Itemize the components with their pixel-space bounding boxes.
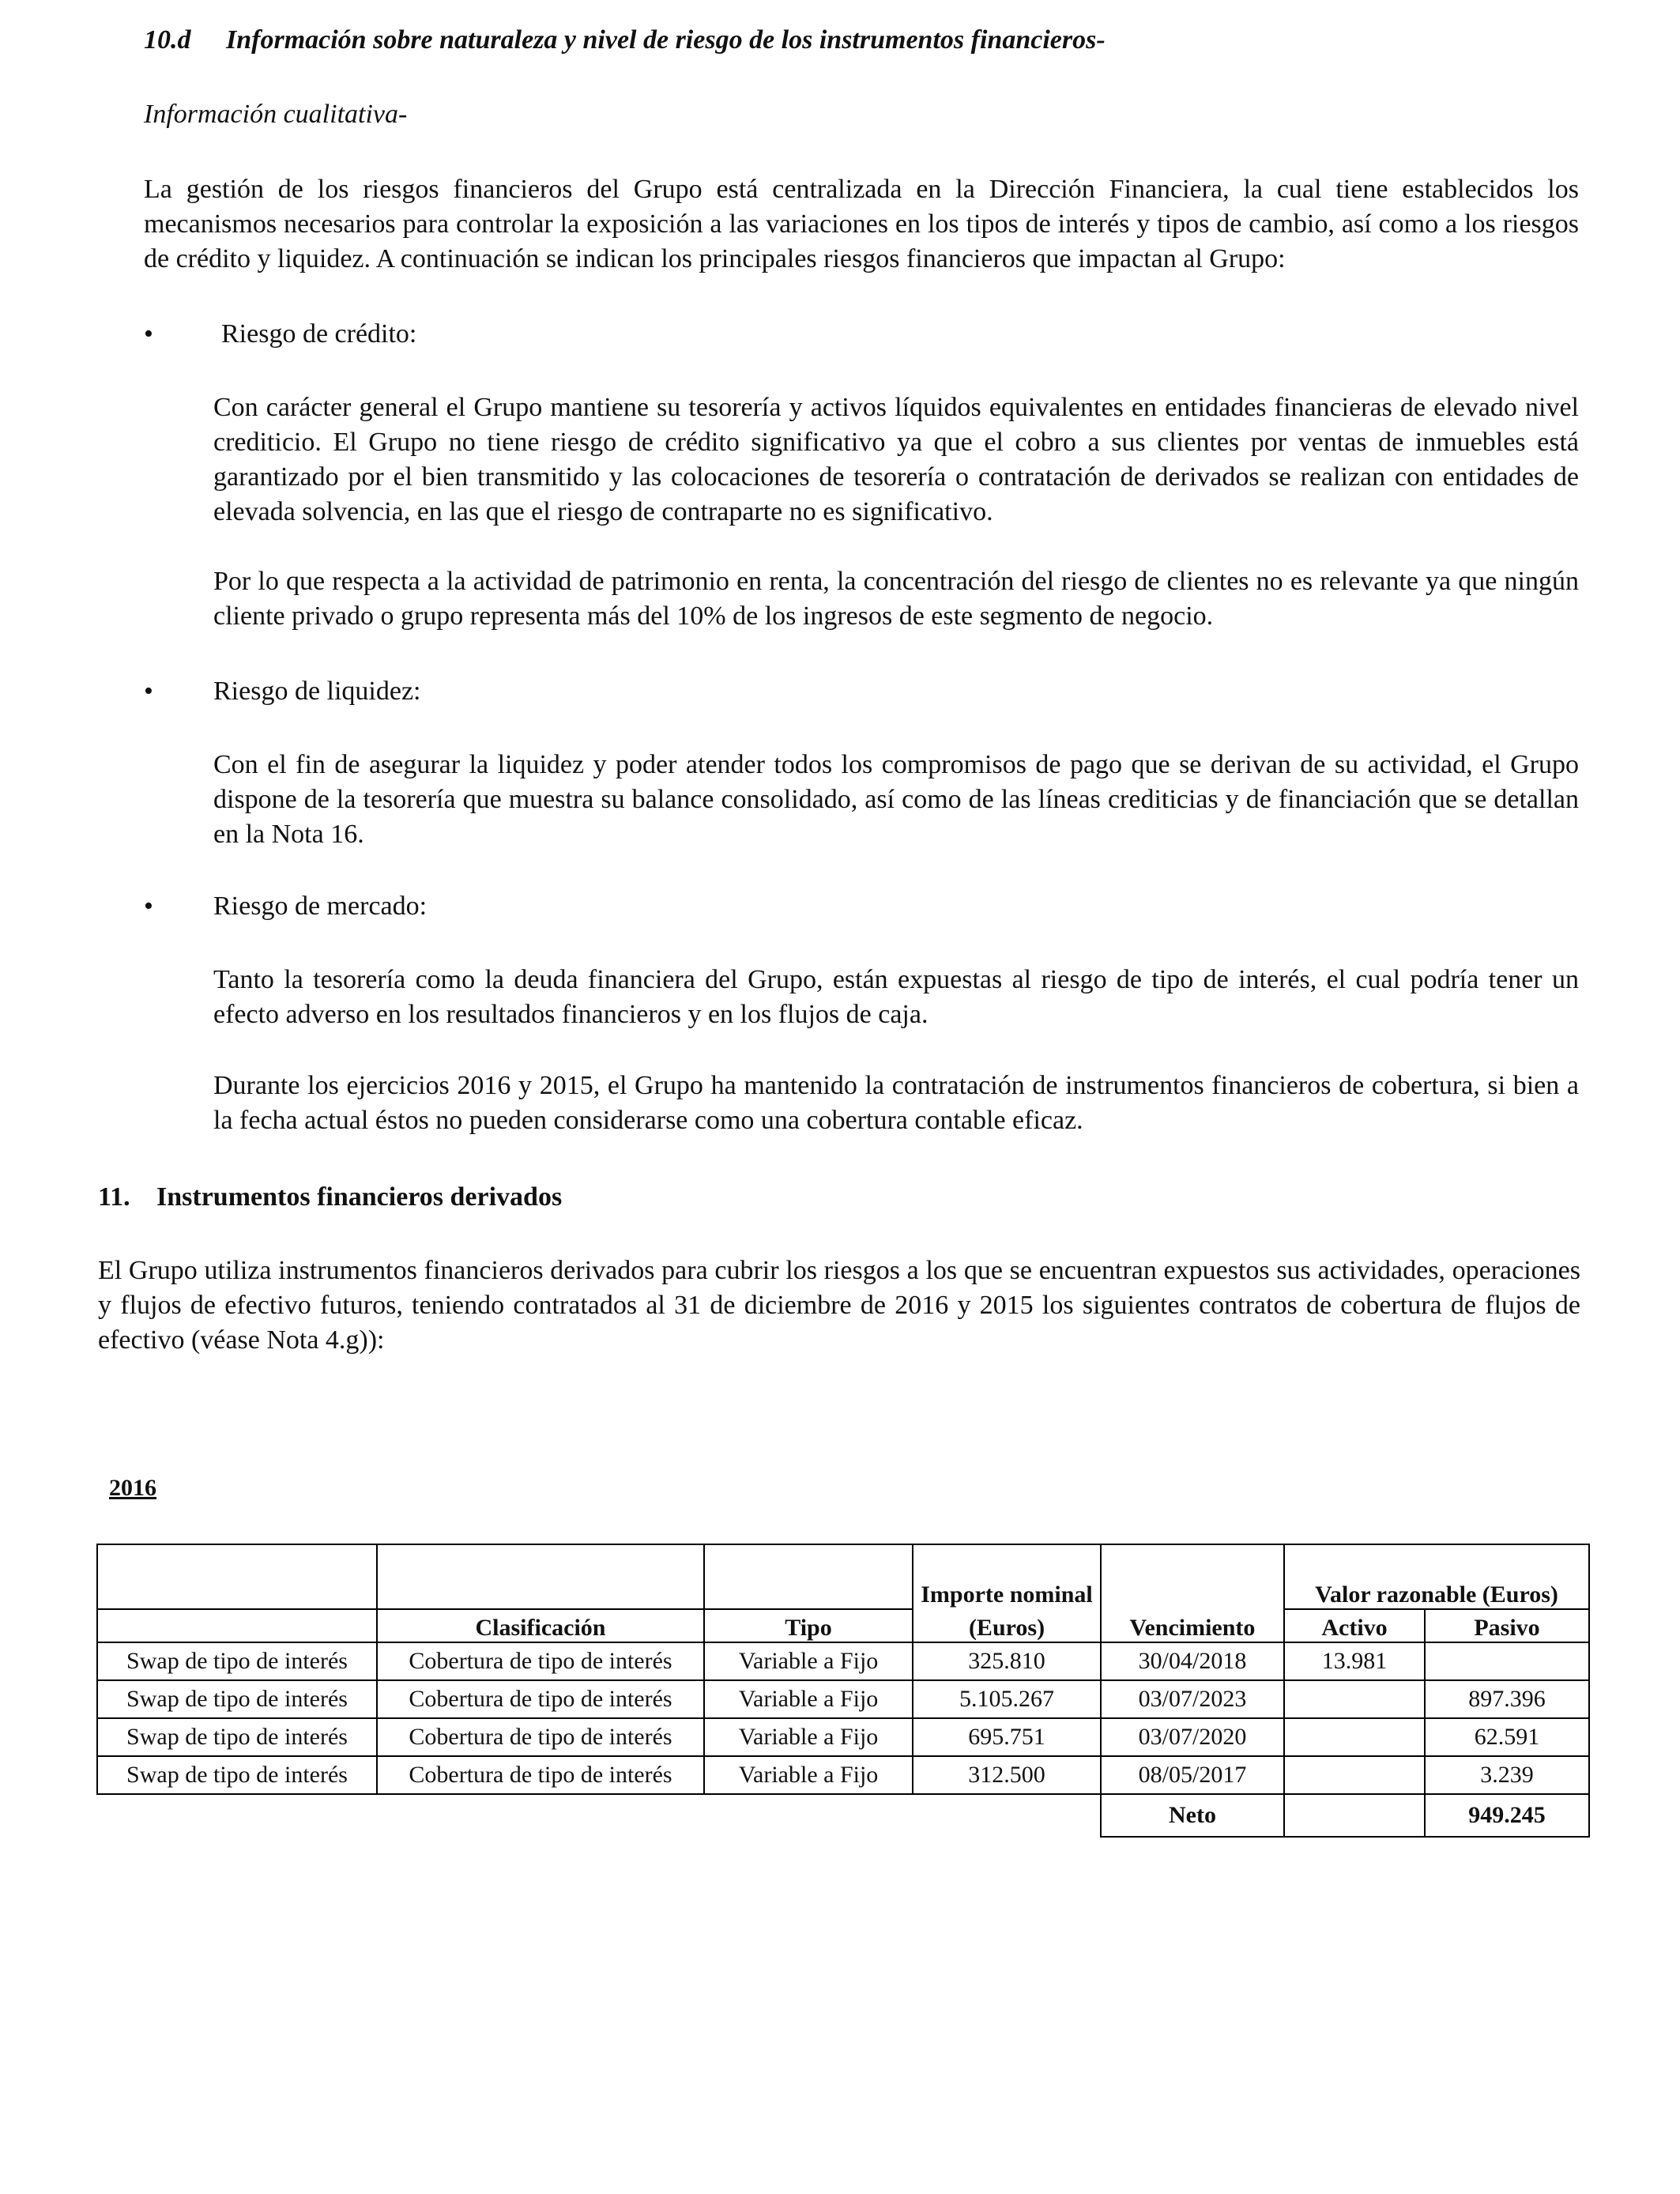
table-row <box>97 1642 1589 1680</box>
header-cell <box>704 1544 913 1609</box>
header-valor-razonable: Valor razonable (Euros) <box>1284 1544 1589 1609</box>
neto-pasivo: 949.245 <box>1425 1794 1589 1837</box>
cell-importe: 5.105.267 <box>913 1680 1101 1718</box>
cell-clasificacion: Cobertura de tipo de interés <box>377 1680 704 1718</box>
cell-vencimiento: 03/07/2020 <box>1101 1718 1284 1756</box>
table-row <box>97 1756 1589 1794</box>
cell-importe: 695.751 <box>913 1718 1101 1756</box>
cell-activo <box>1284 1756 1425 1794</box>
mercado-paragraph-1: Tanto la tesorería como la deuda financiera del Grupo, están expuestas al riesgo de tipo de interés, el cual podría tener un efecto adverso en los resultados financieros y en los flujos de caja. <box>213 965 1579 1029</box>
header-cell <box>377 1544 704 1609</box>
cell-instrumento: Swap de tipo de interés <box>97 1718 377 1756</box>
cell-vencimiento: 08/05/2017 <box>1101 1756 1284 1794</box>
section-number: 10.d <box>144 25 191 55</box>
cell-instrumento: Swap de tipo de interés <box>97 1680 377 1718</box>
bullet-label: Riesgo de mercado: <box>213 892 428 921</box>
header-cell <box>1101 1544 1284 1609</box>
section-11-heading <box>98 1182 562 1212</box>
header-activo: Activo <box>1284 1609 1425 1642</box>
empty-cell <box>704 1794 913 1837</box>
header-cell <box>97 1544 377 1609</box>
cell-activo <box>1284 1680 1425 1718</box>
mercado-paragraph-2: Durante los ejercicios 2016 y 2015, el Grupo ha mantenido la contratación de instrumentos financieros de cobertura, si bien a la fecha actual éstos no pueden considerarse como una cobertura contable eficaz. <box>213 1071 1579 1135</box>
cell-importe: 325.810 <box>913 1642 1101 1680</box>
table-header-row-1 <box>97 1544 1589 1609</box>
cell-activo: 13.981 <box>1284 1642 1425 1680</box>
cell-pasivo: 62.591 <box>1425 1718 1589 1756</box>
year-label: 2016 <box>109 1475 156 1501</box>
subheading-cualitativa: Información cualitativa- <box>144 100 408 129</box>
cell-vencimiento: 03/07/2023 <box>1101 1680 1284 1718</box>
cell-tipo: Variable a Fijo <box>704 1718 913 1756</box>
header-cell <box>97 1609 377 1642</box>
cell-vencimiento: 30/04/2018 <box>1101 1642 1284 1680</box>
cell-importe: 312.500 <box>913 1756 1101 1794</box>
section-10d-heading <box>144 25 1106 55</box>
table-header-row-2 <box>97 1609 1589 1642</box>
cell-instrumento: Swap de tipo de interés <box>97 1756 377 1794</box>
bullet-icon: • <box>144 319 153 349</box>
credito-paragraph-1: Con carácter general el Grupo mantiene su tesorería y activos líquidos equivalentes en entidades financieras de elevado nivel crediticio. El Grupo no tiene riesgo de crédito significativo ya que el cobro a sus clientes por ventas de inmuebles está garantizado por el bien transmitido y las colocaciones de tesorería o contratación de derivados se realizan con entidades de elevada solvencia, en las que el riesgo de contraparte no es significativo. <box>213 393 1579 526</box>
cell-clasificacion: Cobertura de tipo de interés <box>377 1718 704 1756</box>
empty-cell <box>913 1794 1101 1837</box>
section-title: Instrumentos financieros derivados <box>156 1182 563 1212</box>
cell-activo <box>1284 1718 1425 1756</box>
bullet-icon: • <box>144 677 153 706</box>
cell-pasivo: 3.239 <box>1425 1756 1589 1794</box>
neto-activo <box>1284 1794 1425 1837</box>
section-11-paragraph: El Grupo utiliza instrumentos financieros derivados para cubrir los riesgos a los que se encuentran expuestos sus actividades, operaciones y flujos de efectivo futuros, teniendo contratados al 31 de diciembre de 2016 y 2015 los siguientes contratos de cobertura de flujos de efectivo (véase Nota 4.g)): <box>98 1256 1580 1355</box>
empty-cell <box>97 1794 377 1837</box>
table-row <box>97 1680 1589 1718</box>
cell-instrumento: Swap de tipo de interés <box>97 1642 377 1680</box>
liquidez-paragraph: Con el fin de asegurar la liquidez y poder atender todos los compromisos de pago que se derivan de su actividad, el Grupo dispone de la tesorería que muestra su balance consolidado, así como de las líneas crediticias y de financiación que se detallan en la Nota 16. <box>213 750 1579 849</box>
table-row <box>97 1718 1589 1756</box>
header-tipo: Tipo <box>704 1609 913 1642</box>
intro-paragraph: La gestión de los riesgos financieros del Grupo está centralizada en la Dirección Financiera, la cual tiene establecidos los mecanismos necesarios para controlar la exposición a las variaciones en los tipos de interés y tipos de cambio, así como a los riesgos de crédito y liquidez. A continuación se indican los principales riesgos financieros que impactan al Grupo: <box>144 175 1579 273</box>
header-euros: (Euros) <box>913 1609 1101 1642</box>
header-clasificacion: Clasificación <box>377 1609 704 1642</box>
table-total-row <box>97 1794 1589 1837</box>
derivatives-table <box>96 1544 1590 1838</box>
bullet-label: Riesgo de crédito: <box>221 319 417 349</box>
cell-clasificacion: Cobertura de tipo de interés <box>377 1756 704 1794</box>
cell-tipo: Variable a Fijo <box>704 1680 913 1718</box>
cell-pasivo: 897.396 <box>1425 1680 1589 1718</box>
neto-label: Neto <box>1101 1794 1284 1837</box>
header-pasivo: Pasivo <box>1425 1609 1589 1642</box>
cell-tipo: Variable a Fijo <box>704 1642 913 1680</box>
header-vencimiento: Vencimiento <box>1101 1609 1284 1642</box>
bullet-icon: • <box>144 892 153 921</box>
header-importe-nominal: Importe nominal <box>913 1544 1101 1609</box>
section-number: 11. <box>98 1182 130 1212</box>
cell-clasificacion: Cobertura de tipo de interés <box>377 1642 704 1680</box>
empty-cell <box>377 1794 704 1837</box>
credito-paragraph-2: Por lo que respecta a la actividad de patrimonio en renta, la concentración del riesgo de clientes no es relevante ya que ningún cliente privado o grupo representa más del 10% de los ingresos de este segmento de negocio. <box>213 567 1579 631</box>
cell-tipo: Variable a Fijo <box>704 1756 913 1794</box>
section-title: Información sobre naturaleza y nivel de riesgo de los instrumentos financieros- <box>226 25 1106 55</box>
bullet-label: Riesgo de liquidez: <box>213 677 421 706</box>
cell-pasivo <box>1425 1642 1589 1680</box>
